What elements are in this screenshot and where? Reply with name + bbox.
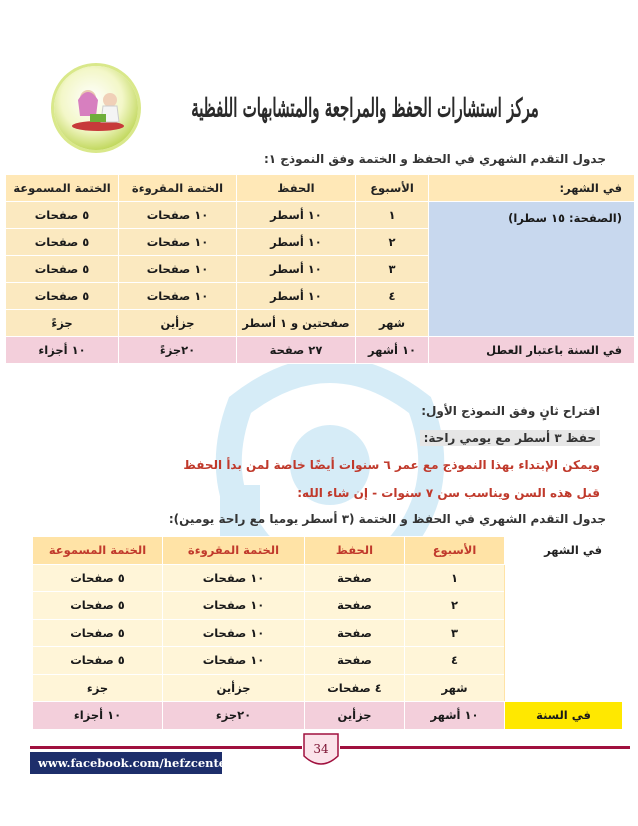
table-header-row — [33, 537, 623, 565]
read-khatma-cell: ١٠ صفحات — [163, 647, 305, 675]
header-read-khatma: الختمة المقروءة — [119, 175, 237, 202]
footer-rule-right — [340, 746, 630, 749]
memorization-cell: ٤ صفحات — [305, 674, 405, 702]
memorization-cell: صفحة — [305, 619, 405, 647]
page-number-badge — [302, 732, 340, 770]
yearly-memorization: جزأين — [305, 702, 405, 730]
heard-khatma-cell: ٥ صفحات — [33, 647, 163, 675]
read-khatma-cell: ١٠ صفحات — [119, 229, 237, 256]
table-row — [6, 202, 635, 229]
proposal-title: اقتراح ثانٍ وفق النموذج الأول: — [421, 404, 600, 418]
heard-khatma-cell: ٥ صفحات — [33, 619, 163, 647]
read-khatma-cell: ١٠ صفحات — [163, 619, 305, 647]
table-header-row — [6, 175, 635, 202]
heard-khatma-cell: ٥ صفحات — [6, 229, 119, 256]
page-number: 34 — [313, 742, 329, 756]
yearly-read-khatma: ٢٠جزء — [163, 702, 305, 730]
heard-khatma-cell: ٥ صفحات — [6, 202, 119, 229]
read-khatma-cell: ١٠ صفحات — [163, 564, 305, 592]
yearly-memorization: ٢٧ صفحة — [237, 337, 356, 364]
week-cell: ٢ — [356, 229, 429, 256]
monthly-progress-table-2 — [32, 536, 623, 730]
facebook-link[interactable]: www.facebook.com/hefzcenter — [30, 752, 222, 774]
proposal-note-line2: قبل هذه السن ويناسب سن ٧ سنوات - إن شاء الله: — [297, 486, 600, 500]
memorization-cell: صفحة — [305, 647, 405, 675]
header-heard-khatma: الختمة المسموعة — [33, 537, 163, 565]
memorization-cell: ١٠ أسطر — [237, 202, 356, 229]
read-khatma-cell: ١٠ صفحات — [119, 256, 237, 283]
center-title: مركز استشارات الحفظ والمراجعة والمتشابهات اللفظية — [191, 92, 539, 124]
yearly-months: ١٠ أشهر — [405, 702, 505, 730]
header-month: في الشهر: — [429, 175, 635, 202]
table-row — [33, 564, 623, 592]
table1-heading: جدول التقدم الشهري في الحفظ و الختمة وفق النموذج ١: — [263, 152, 606, 166]
week-cell: ١ — [356, 202, 429, 229]
month-note-cell — [429, 202, 635, 337]
heard-khatma-cell: ٥ صفحات — [6, 256, 119, 283]
heard-khatma-cell: ٥ صفحات — [6, 283, 119, 310]
week-cell: ٣ — [405, 619, 505, 647]
memorization-cell: ١٠ أسطر — [237, 283, 356, 310]
heard-khatma-cell: جزءً — [6, 310, 119, 337]
month-empty-cell — [505, 564, 623, 702]
table2-heading: جدول التقدم الشهري في الحفظ و الختمة (٣ أسطر يوميا مع راحة يومين): — [168, 512, 606, 526]
table-footer-row — [33, 702, 623, 730]
heard-khatma-cell: جزء — [33, 674, 163, 702]
yearly-months: ١٠ أشهر — [356, 337, 429, 364]
table-footer-row — [6, 337, 635, 364]
memorization-cell: ١٠ أسطر — [237, 256, 356, 283]
week-cell: شهر — [356, 310, 429, 337]
monthly-progress-table-1 — [5, 174, 635, 364]
read-khatma-cell: ١٠ صفحات — [119, 202, 237, 229]
children-reading-illustration — [70, 86, 126, 132]
header-memorization: الحفظ — [237, 175, 356, 202]
week-cell: ٢ — [405, 592, 505, 620]
memorization-cell: ١٠ أسطر — [237, 229, 356, 256]
header-memorization: الحفظ — [305, 537, 405, 565]
week-cell: ٤ — [405, 647, 505, 675]
read-khatma-cell: جزأين — [163, 674, 305, 702]
header-heard-khatma: الختمة المسموعة — [6, 175, 119, 202]
week-cell: شهر — [405, 674, 505, 702]
week-cell: ٣ — [356, 256, 429, 283]
read-khatma-cell: ١٠ صفحات — [163, 592, 305, 620]
week-cell: ٤ — [356, 283, 429, 310]
yearly-label: في السنة — [505, 702, 623, 730]
header-month: في الشهر — [505, 537, 623, 565]
heard-khatma-cell: ٥ صفحات — [33, 592, 163, 620]
week-cell: ١ — [405, 564, 505, 592]
proposal-note-line1: ويمكن الإبتداء بهذا النموذج مع عمر ٦ سنوات أيضًا خاصة لمن بدأ الحفظ — [183, 458, 600, 472]
footer-rule-left — [30, 746, 302, 749]
header-read-khatma: الختمة المقروءة — [163, 537, 305, 565]
yearly-heard-khatma: ١٠ أجزاء — [33, 702, 163, 730]
read-khatma-cell: جزأين — [119, 310, 237, 337]
header-week: الأسبوع — [405, 537, 505, 565]
memorization-cell: صفحة — [305, 564, 405, 592]
center-title-calligraphy — [150, 82, 580, 134]
memorization-cell: صفحتين و ١ أسطر — [237, 310, 356, 337]
page-lines-note: (الصفحة: ١٥ سطرا) — [508, 211, 622, 225]
yearly-read-khatma: ٢٠جزءً — [119, 337, 237, 364]
yearly-heard-khatma: ١٠ أجزاء — [6, 337, 119, 364]
yearly-label: في السنة باعتبار العطل — [429, 337, 635, 364]
memorization-cell: صفحة — [305, 592, 405, 620]
header-week: الأسبوع — [356, 175, 429, 202]
proposal-highlight: حفظ ٣ أسطر مع يومي راحة: — [420, 430, 600, 446]
read-khatma-cell: ١٠ صفحات — [119, 283, 237, 310]
heard-khatma-cell: ٥ صفحات — [33, 564, 163, 592]
